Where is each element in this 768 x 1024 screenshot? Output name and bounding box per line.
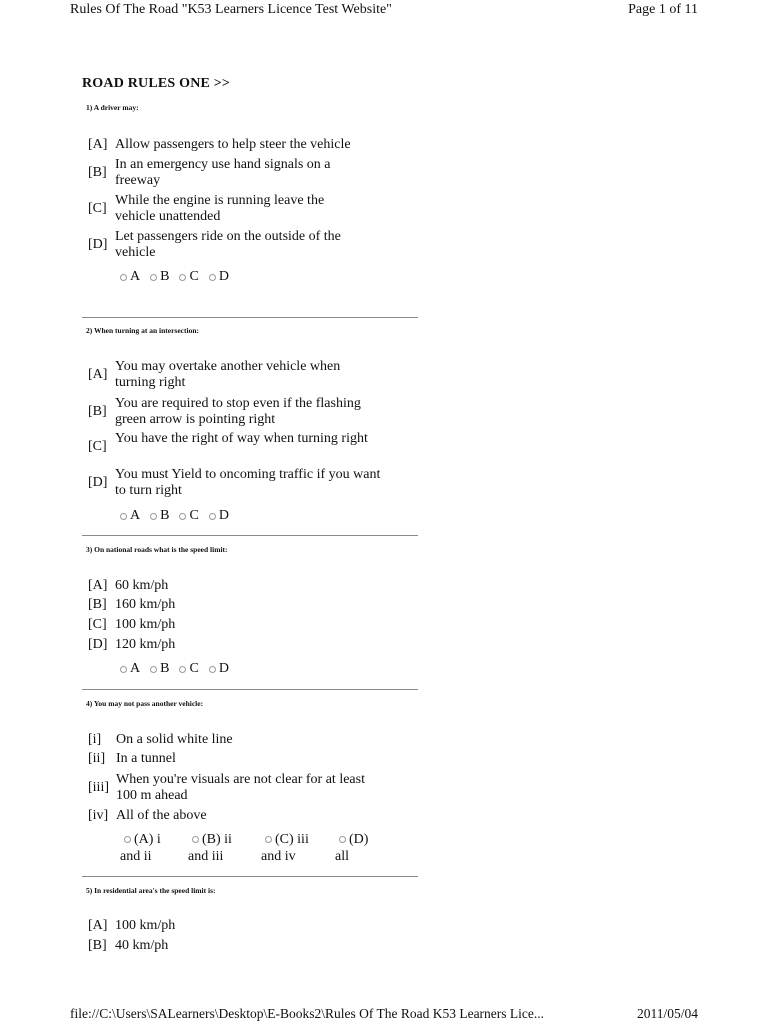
answer-label: C	[189, 269, 199, 284]
radio-button[interactable]	[120, 666, 127, 673]
q2-answer-b[interactable]	[150, 508, 169, 524]
answer-label: (A) i	[134, 832, 161, 847]
option-text: 120 km/ph	[115, 637, 176, 652]
radio-button[interactable]	[150, 513, 157, 520]
q2-answer-c[interactable]	[179, 508, 198, 524]
question-divider	[82, 535, 418, 536]
q1-answer-b[interactable]	[150, 269, 169, 285]
option-letter: [iv]	[88, 808, 109, 823]
answer-label: B	[160, 508, 170, 523]
radio-button[interactable]	[209, 513, 216, 520]
answer-label-continued: and iii	[188, 849, 224, 864]
answer-label: C	[189, 508, 199, 523]
q1-answer-c[interactable]	[179, 269, 198, 285]
file-path: file://C:\Users\SALearners\Desktop\E-Books2\Rules Of The Road K53 Learners Lice...	[70, 1006, 545, 1021]
answer-label: (C) iii	[275, 832, 309, 847]
answer-label: D	[218, 508, 229, 523]
q1-answer-a[interactable]	[120, 269, 140, 285]
question-5-text: 5) In residential area's the speed limit is:	[86, 886, 216, 895]
option-text: 160 km/ph	[115, 597, 176, 612]
radio-button[interactable]	[150, 666, 157, 673]
option-text: All of the above	[116, 808, 207, 823]
q4-answer-c[interactable]	[261, 831, 309, 865]
radio-button[interactable]	[265, 836, 272, 843]
q3-answer-c[interactable]	[179, 661, 198, 677]
q2-answer-group	[120, 508, 239, 524]
radio-button[interactable]	[120, 274, 127, 281]
answer-label: D	[218, 269, 229, 284]
option-text: You have the right of way when turning right	[115, 431, 368, 446]
option-letter: [iii]	[88, 780, 109, 795]
q4-answer-d[interactable]	[335, 831, 368, 865]
option-text: You must Yield to oncoming traffic if you want to turn right	[115, 467, 381, 498]
q4-answer-b[interactable]	[188, 831, 232, 865]
option-letter: [C]	[88, 617, 107, 632]
option-text: While the engine is running leave the vehicle unattended	[115, 193, 325, 224]
document-header-title: Rules Of The Road "K53 Learners Licence Test Website"	[70, 2, 392, 17]
option-letter: [B]	[88, 597, 107, 612]
section-title: ROAD RULES ONE >>	[82, 76, 231, 91]
option-text: You may overtake another vehicle when turning right	[115, 359, 341, 390]
q3-answer-group	[120, 661, 239, 677]
question-divider	[82, 317, 418, 318]
option-letter: [C]	[88, 201, 107, 216]
q3-answer-d[interactable]	[209, 661, 229, 677]
radio-button[interactable]	[179, 274, 186, 281]
radio-button[interactable]	[339, 836, 346, 843]
answer-label-continued: and ii	[120, 849, 152, 864]
question-2-text: 2) When turning at an intersection:	[86, 326, 199, 335]
radio-button[interactable]	[209, 666, 216, 673]
option-text: 100 km/ph	[115, 617, 176, 632]
q1-answer-group	[120, 269, 239, 285]
radio-button[interactable]	[120, 513, 127, 520]
answer-label: A	[130, 269, 141, 284]
option-text: Let passengers ride on the outside of the vehicle	[115, 229, 341, 260]
answer-label: B	[160, 269, 170, 284]
option-letter: [A]	[88, 137, 108, 152]
option-text: In an emergency use hand signals on a freeway	[115, 157, 331, 188]
answer-label: C	[189, 661, 199, 676]
answer-label: B	[160, 661, 170, 676]
option-letter: [i]	[88, 732, 102, 747]
option-text: 60 km/ph	[115, 578, 169, 593]
option-letter: [C]	[88, 439, 107, 454]
question-divider	[82, 689, 418, 690]
option-letter: [B]	[88, 404, 107, 419]
option-letter: [B]	[88, 938, 107, 953]
option-text: When you're visuals are not clear for at least 100 m ahead	[116, 772, 365, 803]
option-letter: [A]	[88, 578, 108, 593]
answer-label-continued: and iv	[261, 849, 296, 864]
answer-label: (B) ii	[202, 832, 232, 847]
print-date: 2011/05/04	[636, 1006, 698, 1021]
answer-label: A	[130, 508, 141, 523]
option-letter: [A]	[88, 367, 108, 382]
radio-button[interactable]	[150, 274, 157, 281]
radio-button[interactable]	[124, 836, 131, 843]
q2-answer-a[interactable]	[120, 508, 140, 524]
option-text: In a tunnel	[116, 751, 176, 766]
answer-label: A	[130, 661, 141, 676]
option-letter: [ii]	[88, 751, 106, 766]
answer-label: D	[218, 661, 229, 676]
q3-answer-a[interactable]	[120, 661, 140, 677]
radio-button[interactable]	[192, 836, 199, 843]
question-divider	[82, 876, 418, 877]
q3-answer-b[interactable]	[150, 661, 169, 677]
option-text: Allow passengers to help steer the vehicle	[115, 137, 351, 152]
option-letter: [B]	[88, 165, 107, 180]
option-letter: [A]	[88, 918, 108, 933]
page-number: Page 1 of 11	[628, 2, 698, 17]
question-1-text: 1) A driver may:	[86, 103, 139, 112]
answer-label: (D)	[349, 832, 369, 847]
option-text: 40 km/ph	[115, 938, 169, 953]
option-text: 100 km/ph	[115, 918, 176, 933]
question-3-text: 3) On national roads what is the speed limit:	[86, 545, 228, 554]
q4-answer-a[interactable]	[120, 831, 161, 865]
q2-answer-d[interactable]	[209, 508, 229, 524]
answer-label-continued: all	[335, 849, 349, 864]
option-letter: [D]	[88, 475, 108, 490]
option-text: On a solid white line	[116, 732, 233, 747]
radio-button[interactable]	[179, 666, 186, 673]
option-letter: [D]	[88, 237, 108, 252]
option-letter: [D]	[88, 637, 108, 652]
option-text: You are required to stop even if the flashing green arrow is pointing right	[115, 396, 361, 427]
radio-button[interactable]	[179, 513, 186, 520]
q1-answer-d[interactable]	[209, 269, 229, 285]
radio-button[interactable]	[209, 274, 216, 281]
question-4-text: 4) You may not pass another vehicle:	[86, 699, 204, 708]
